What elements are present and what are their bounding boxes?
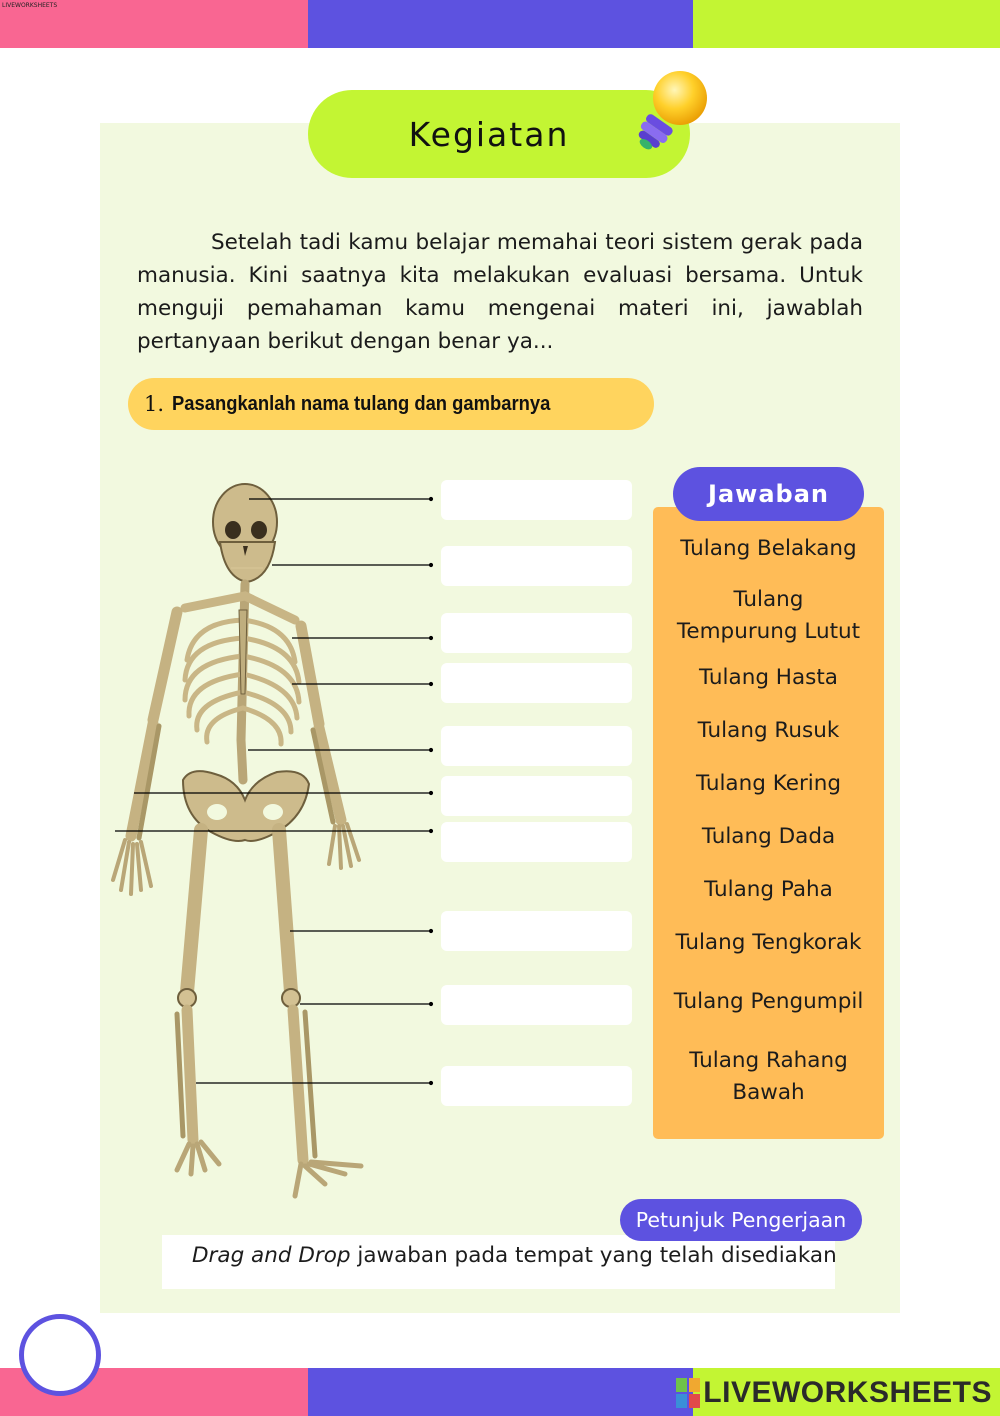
answer-tulang-dada[interactable]: Tulang Dada [701,824,836,849]
answer-tulang-tengkorak[interactable]: Tulang Tengkorak [675,930,862,955]
corner-watermark: LIVEWORKSHEETS [2,2,58,9]
answer-tulang-tempurung-lutut[interactable]: Tulang Tempurung Lutut [676,587,861,644]
instructions-box [162,1235,835,1289]
question-text: Pasangkanlah nama tulang dan gambarnya [172,392,551,415]
instructions-emphasis: Drag and Drop [192,1243,351,1268]
brand-logo[interactable] [676,1376,992,1410]
intro-paragraph: Setelah tadi kamu belajar memahai teori sistem gerak pada manusia. Kini saatnya kita melakukan evaluasi bersama. Untuk menguji pemahaman kamu mengenai materi ini, jawablah pertanyaan berikut dengan benar ya... [137,230,863,354]
answer-tulang-belakang[interactable]: Tulang Belakang [680,536,857,561]
instructions-text [192,1243,837,1268]
answer-tulang-rusuk[interactable]: Tulang Rusuk [697,718,840,743]
instructions-title: Petunjuk Pengerjaan [635,1208,847,1232]
drop-target-8[interactable] [441,911,632,951]
answer-tulang-kering[interactable]: Tulang Kering [695,771,842,796]
drop-target-7[interactable] [441,822,632,862]
answer-tulang-hasta[interactable]: Tulang Hasta [699,665,838,690]
page-title: Kegiatan [408,114,570,154]
answer-tulang-paha[interactable]: Tulang Paha [704,877,833,902]
question-number: 1. [144,392,165,416]
drop-target-1[interactable] [441,480,632,520]
drop-target-5[interactable] [441,726,632,766]
answer-tulang-pengumpil[interactable]: Tulang Pengumpil [673,989,864,1014]
answers-title-pill [673,467,864,521]
bottom-band-purple [308,1368,693,1416]
answer-bank [653,507,884,1139]
answers-title: Jawaban [708,480,829,508]
answer-tulang-rahang-bawah[interactable]: Tulang Rahang Bawah [689,1048,848,1105]
drop-target-9[interactable] [441,985,632,1025]
drop-target-2[interactable] [441,546,632,586]
instructions-rest: jawaban pada tempat yang telah disediakan [350,1243,837,1268]
drop-target-10[interactable] [441,1066,632,1106]
page-circle [19,1314,101,1396]
brand-name: LIVEWORKSHEETS [703,1376,992,1409]
liveworksheets-logo-icon [676,1378,700,1408]
instructions-title-pill [620,1199,862,1241]
drop-target-4[interactable] [441,663,632,703]
drop-target-6[interactable] [441,776,632,816]
drop-target-3[interactable] [441,613,632,653]
